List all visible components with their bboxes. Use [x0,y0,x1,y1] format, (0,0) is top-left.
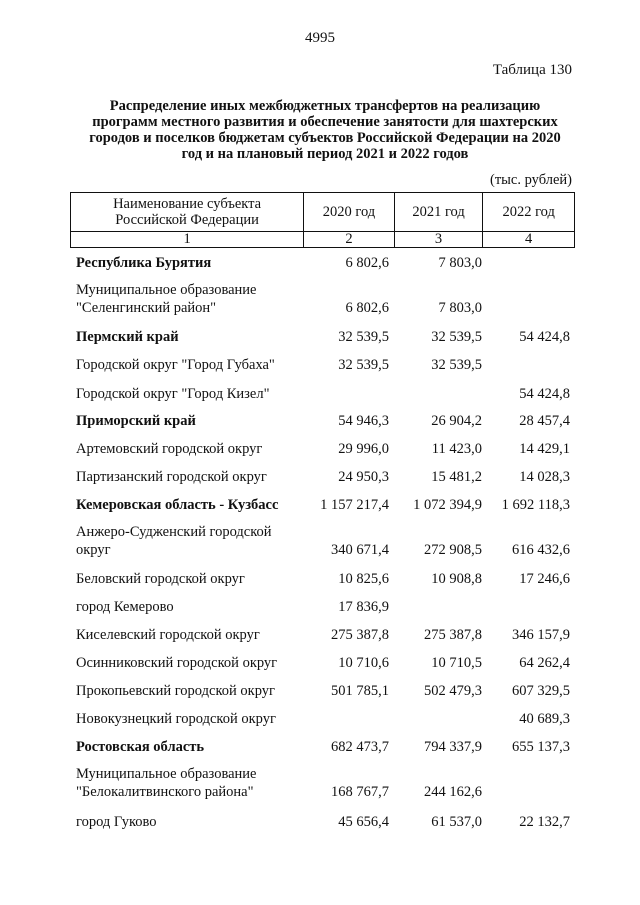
value-2020: 32 539,5 [338,357,389,373]
column-number: 2 [304,232,395,248]
value-2021: 15 481,2 [431,469,482,485]
column-number: 4 [483,232,575,248]
value-2021: 61 537,0 [431,814,482,830]
value-2022: 607 329,5 [512,683,570,699]
row-name [76,328,316,346]
value-2021: 10 908,8 [431,571,482,587]
row-name [76,813,316,831]
value-2021: 10 710,5 [431,655,482,671]
row-name [76,570,316,588]
row-name-line: "Белокалитвинского района" [76,784,254,800]
row-name-line: город Кемерово [76,599,174,615]
value-2020: 1 157 217,4 [320,497,389,513]
units-label: (тыс. рублей) [490,172,572,188]
row-name [76,385,316,403]
row-name-line: Артемовский городской округ [76,441,263,457]
row-name [76,254,316,272]
row-name [76,496,316,514]
value-2022: 14 028,3 [519,469,570,485]
row-name [76,765,316,801]
value-2022: 17 246,6 [519,571,570,587]
row-name [76,523,316,559]
value-2020: 45 656,4 [338,814,389,830]
header-2021: 2021 год [394,193,483,232]
value-2020: 29 996,0 [338,441,389,457]
header-name-line: Российской Федерации [115,212,259,228]
header-name [71,193,304,232]
value-2022: 14 429,1 [519,441,570,457]
value-2020: 501 785,1 [331,683,389,699]
value-2020: 32 539,5 [338,329,389,345]
title-line: Распределение иных межбюджетных трансфертов на реализацию [109,98,541,114]
row-name-line: Новокузнецкий городской округ [76,711,276,727]
row-name [76,412,316,430]
value-2020: 6 802,6 [345,255,389,271]
page-number: 4995 [305,30,335,46]
row-name-line: Беловский городской округ [76,571,245,587]
value-2021: 502 479,3 [424,683,482,699]
table-header [70,192,575,248]
header-2020: 2020 год [304,193,395,232]
value-2021: 1 072 394,9 [413,497,482,513]
value-2022: 64 262,4 [519,655,570,671]
row-name [76,468,316,486]
row-name [76,598,316,616]
value-2020: 17 836,9 [338,599,389,615]
title-line: программ местного развития и обеспечение занятости для шахтерских [92,114,558,130]
row-name-line: Ростовская область [76,739,205,755]
value-2020: 340 671,4 [331,542,389,558]
value-2021: 7 803,0 [438,255,482,271]
header-name-line: Наименование субъекта [113,196,262,212]
value-2020: 10 710,6 [338,655,389,671]
row-name [76,738,316,756]
value-2021: 7 803,0 [438,300,482,316]
value-2022: 1 692 118,3 [501,497,570,513]
table-title [70,98,580,162]
value-2020: 682 473,7 [331,739,389,755]
value-2020: 168 767,7 [331,784,389,800]
row-name [76,626,316,644]
header-2022: 2022 год [483,193,575,232]
row-name-line: Муниципальное образование [76,282,257,298]
value-2020: 275 387,8 [331,627,389,643]
row-name-line: Анжеро-Судженский городской [76,524,272,540]
row-name-line: город Гуково [76,814,157,830]
row-name [76,654,316,672]
row-name [76,710,316,728]
table-number: Таблица 130 [492,62,572,78]
row-name [76,281,316,317]
row-name-line: Городской округ "Город Кизел" [76,386,270,402]
value-2021: 272 908,5 [424,542,482,558]
row-name [76,356,316,374]
column-number: 3 [394,232,483,248]
value-2022: 28 457,4 [519,413,570,429]
row-name-line: Городской округ "Город Губаха" [76,357,275,373]
row-name-line: Осинниковский городской округ [76,655,278,671]
value-2022: 54 424,8 [519,386,570,402]
value-2021: 32 539,5 [431,329,482,345]
title-line: год и на плановый период 2021 и 2022 годов [181,146,469,162]
value-2021: 275 387,8 [424,627,482,643]
value-2022: 616 432,6 [512,542,570,558]
value-2022: 40 689,3 [519,711,570,727]
value-2021: 26 904,2 [431,413,482,429]
value-2020: 6 802,6 [345,300,389,316]
value-2021: 244 162,6 [424,784,482,800]
row-name-line: Республика Бурятия [76,255,212,271]
row-name-line: Киселевский городской округ [76,627,260,643]
row-name [76,682,316,700]
row-name-line: Приморский край [76,413,196,429]
row-name-line: округ [76,542,111,558]
row-name-line: Муниципальное образование [76,766,257,782]
value-2021: 11 423,0 [431,441,482,457]
value-2022: 655 137,3 [512,739,570,755]
value-2021: 794 337,9 [424,739,482,755]
value-2021: 32 539,5 [431,357,482,373]
row-name-line: Кемеровская область - Кузбасс [76,497,279,513]
value-2020: 10 825,6 [338,571,389,587]
value-2022: 22 132,7 [519,814,570,830]
column-number: 1 [71,232,304,248]
row-name [76,440,316,458]
title-line: городов и поселков бюджетам субъектов Российской Федерации на 2020 [89,130,561,146]
row-name-line: Пермский край [76,329,179,345]
row-name-line: Прокопьевский городской округ [76,683,275,699]
value-2020: 24 950,3 [338,469,389,485]
row-name-line: Партизанский городской округ [76,469,267,485]
value-2022: 54 424,8 [519,329,570,345]
row-name-line: "Селенгинский район" [76,300,217,316]
value-2020: 54 946,3 [338,413,389,429]
value-2022: 346 157,9 [512,627,570,643]
